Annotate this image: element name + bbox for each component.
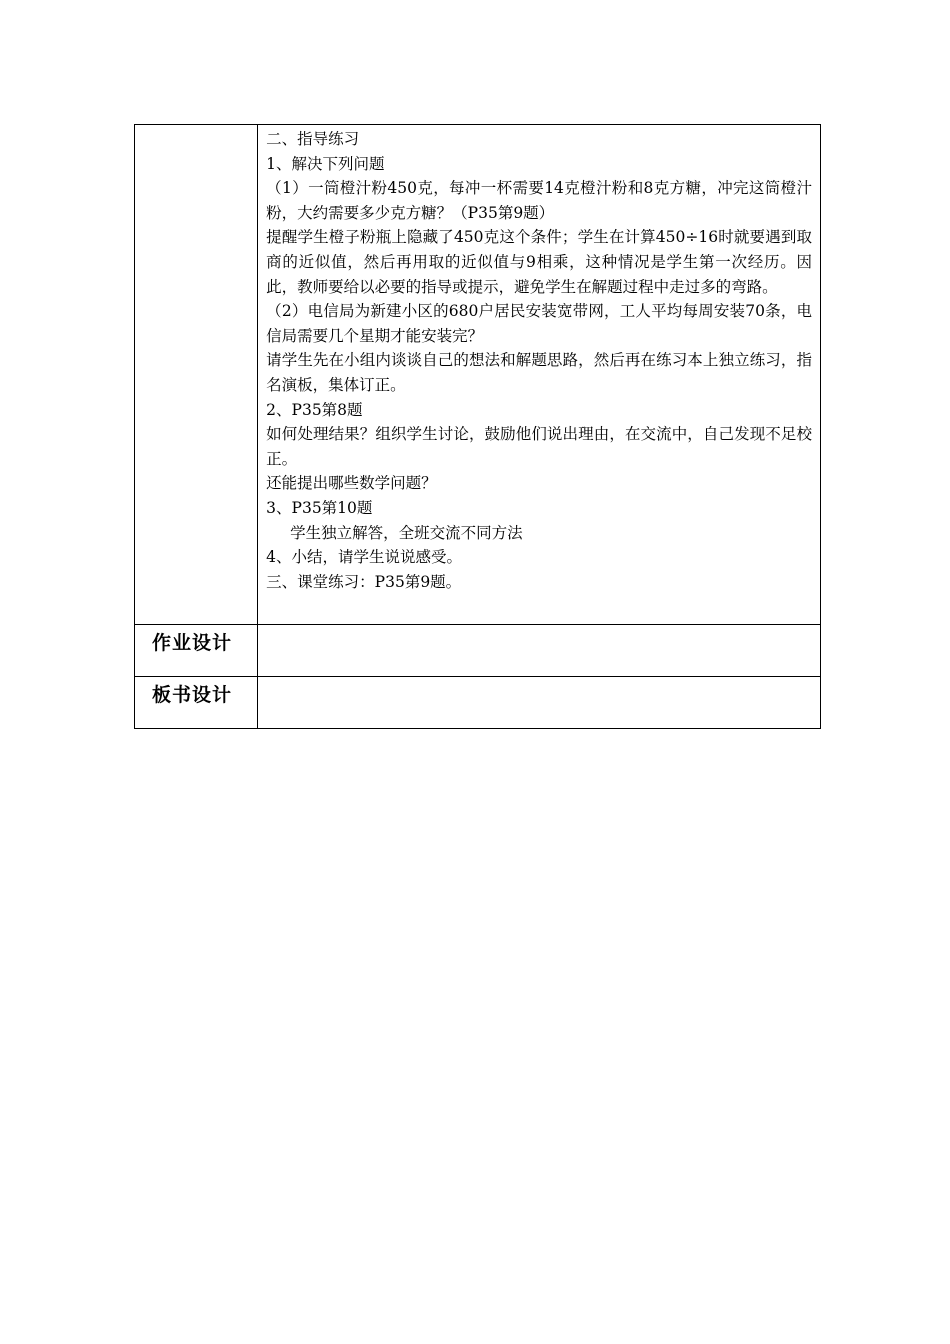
homework-design-row (135, 625, 821, 677)
problem-1-teaching-note: 提醒学生橙子粉瓶上隐藏了450克这个条件；学生在计算450÷16时就要遇到取商的近似值，然后再用取的近似值与9相乘，这种情况是学生第一次经历。因此，教师要给以必要的指导或提示，避免学生在解题过程中走过多的弯路。 (266, 228, 812, 296)
exercise-10-note: 学生独立解答，全班交流不同方法 (290, 523, 523, 542)
subheading-exercise-8: 2、P35第8题 (266, 400, 363, 419)
exercise-8-followup: 还能提出哪些数学问题？ (266, 474, 437, 493)
exercise-8-discussion: 如何处理结果？组织学生讨论，鼓励他们说出理由，在交流中，自己发现不足校正。 (266, 425, 812, 468)
section-heading-guided-practice: 二、指导练习 (266, 130, 360, 148)
guided-practice-content-cell (258, 125, 821, 625)
board-design-label: 板书设计 (135, 677, 258, 729)
section-heading-classroom-practice: 三、课堂练习：P35第9题。 (266, 572, 462, 591)
guided-practice-label-cell (135, 125, 258, 625)
homework-design-label: 作业设计 (135, 625, 258, 677)
subheading-exercise-10: 3、P35第10题 (266, 498, 373, 517)
homework-design-content (258, 625, 821, 677)
problem-2-text: （2）电信局为新建小区的680户居民安装宽带网，工人平均每周安装70条，电信局需要几个星期才能安装完？ (266, 302, 812, 345)
problem-1-text: （1）一筒橙汁粉450克，每冲一杯需要14克橙汁粉和8克方糖，冲完这筒橙汁粉，大约需要多少克方糖？（P35第9题） (266, 179, 812, 222)
guided-practice-row (135, 125, 821, 625)
subheading-solve-problems: 1、解决下列问题 (266, 154, 385, 173)
lesson-plan-table (134, 124, 821, 729)
subheading-summary: 4、小结，请学生说说感受。 (266, 548, 463, 567)
board-design-row (135, 677, 821, 729)
board-design-content (258, 677, 821, 729)
problem-2-teaching-note: 请学生先在小组内谈谈自己的想法和解题思路，然后再在练习本上独立练习，指名演板，集体订正。 (266, 351, 812, 394)
